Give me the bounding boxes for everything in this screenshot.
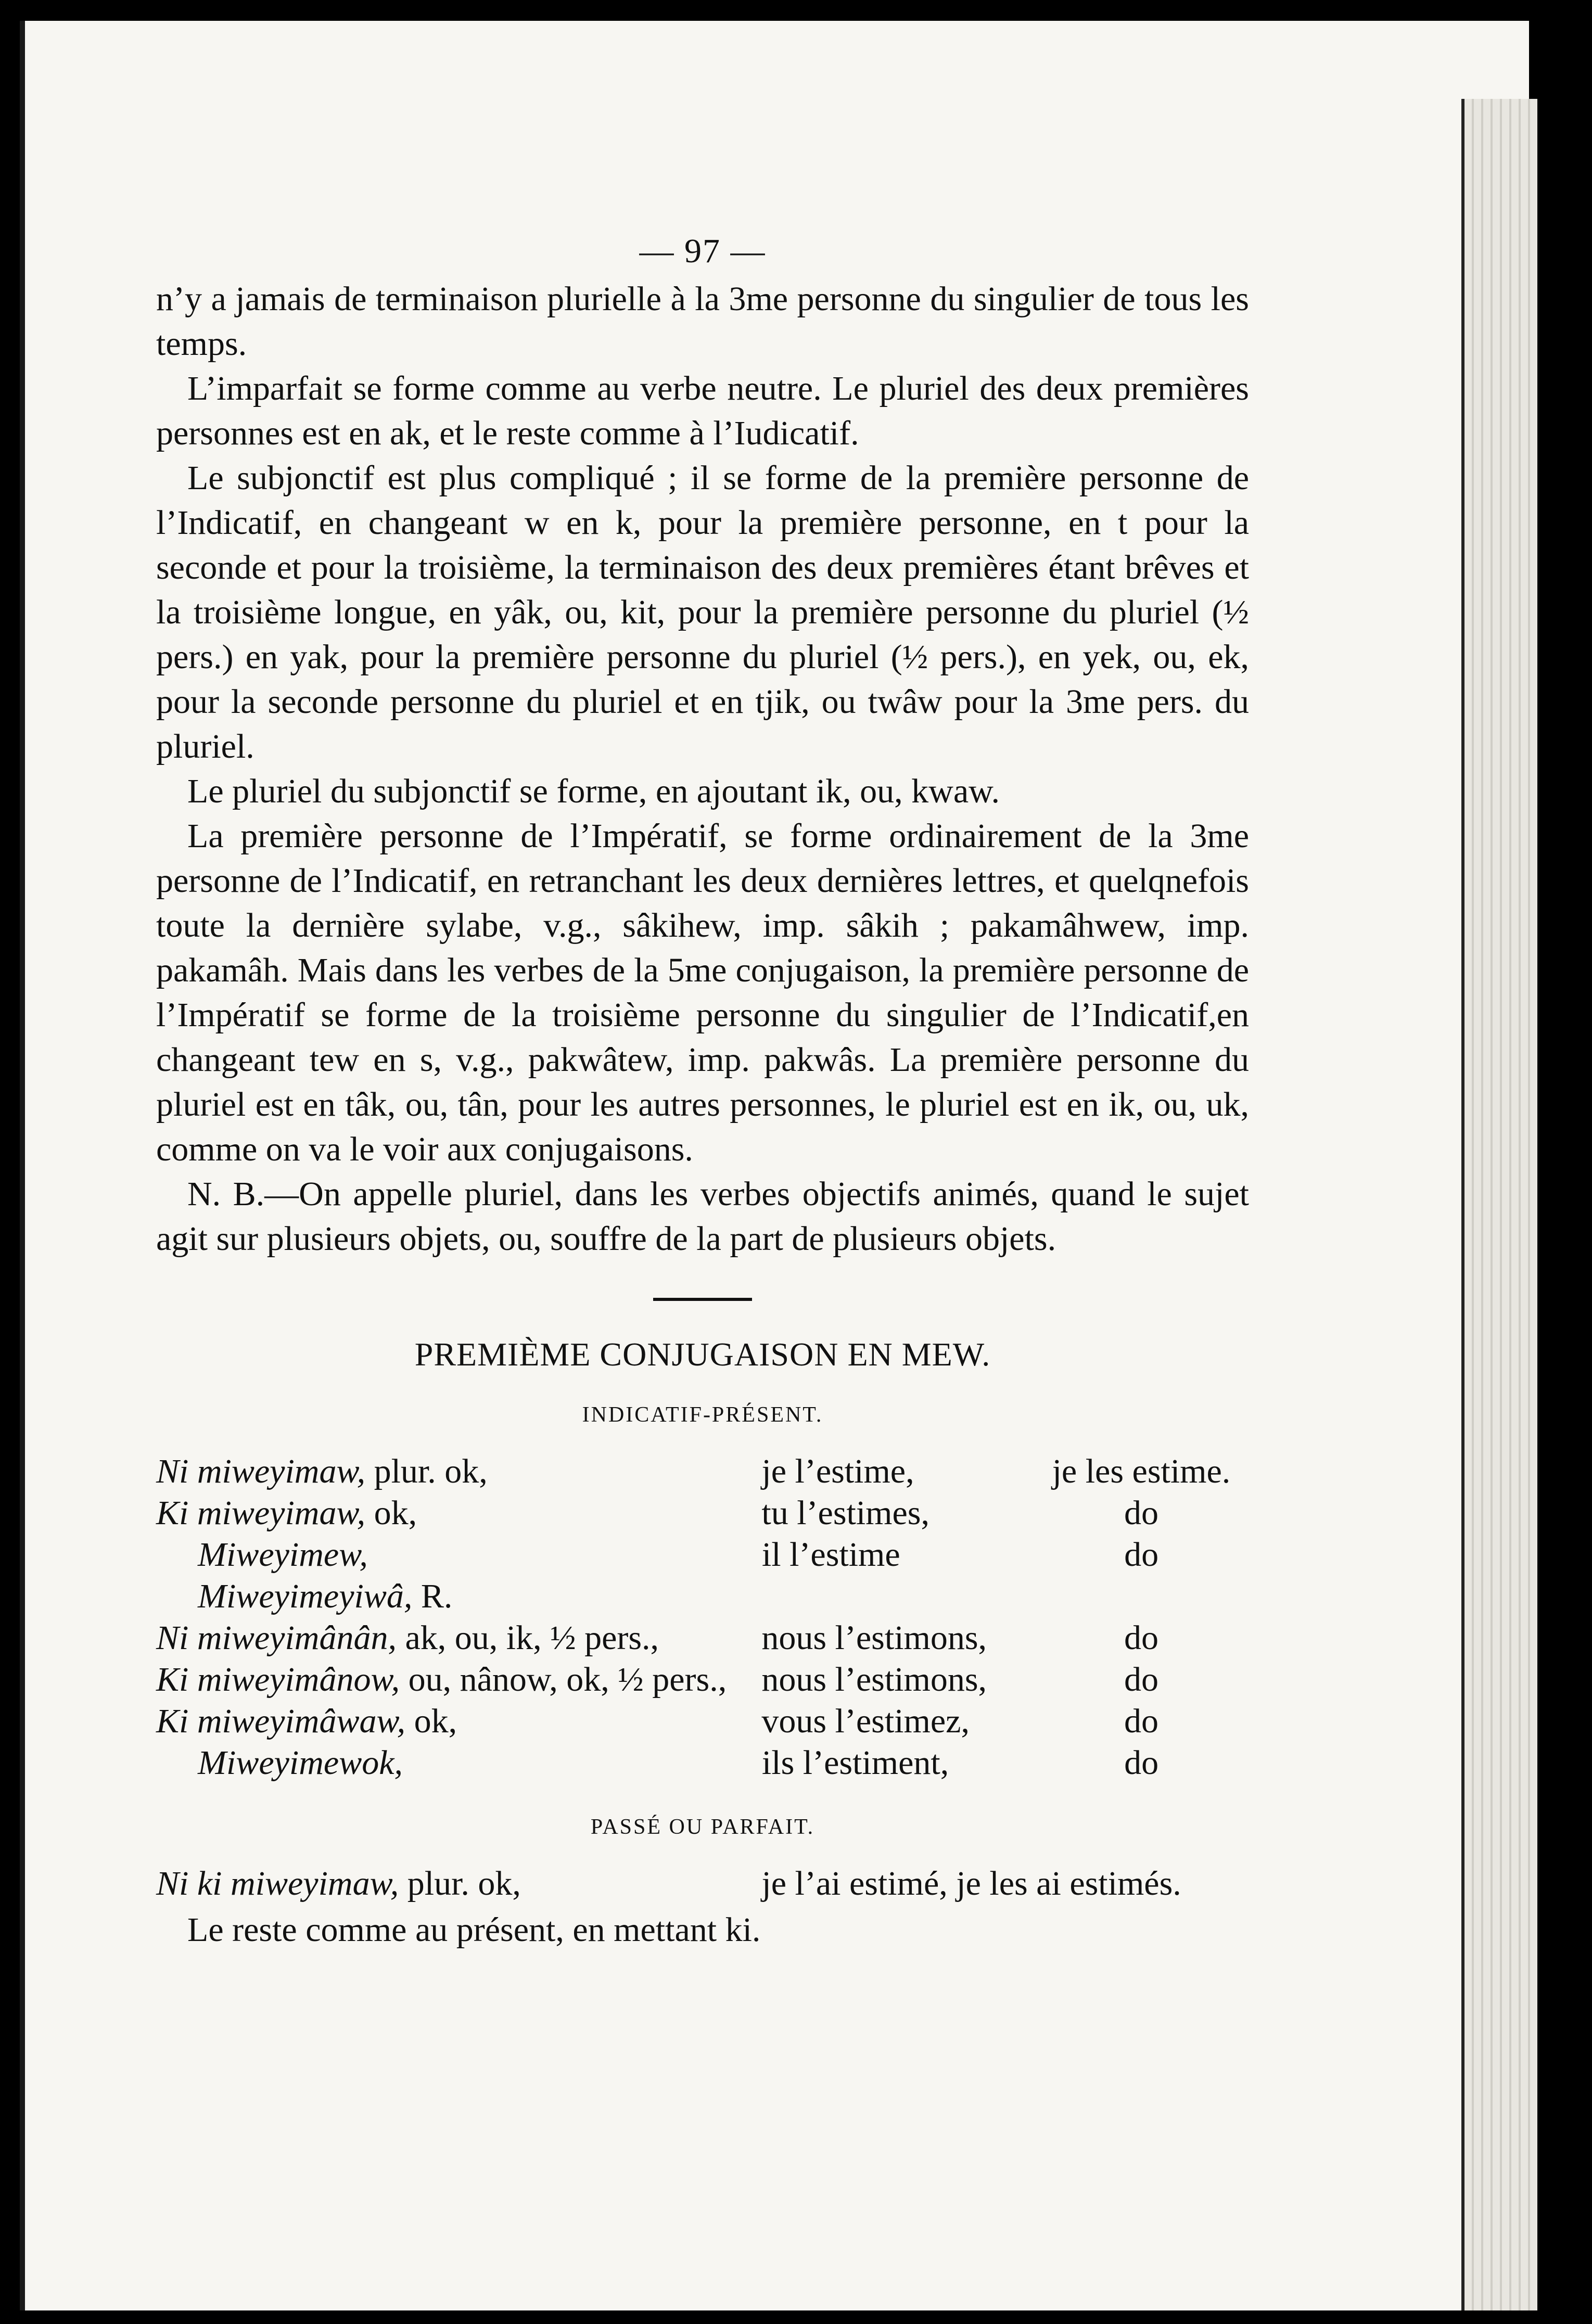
conjugation-table [156, 1451, 1249, 1784]
verb-plural: je les estime. [1052, 1452, 1231, 1490]
closing-line: Le reste comme au présent, en mettant ki. [187, 1911, 761, 1949]
verb-form-extra: plur. ok, [399, 1865, 521, 1902]
verb-plural [1034, 1576, 1249, 1617]
conjugation-row [156, 1659, 1249, 1701]
verb-form: Ki miweyimâwaw, [156, 1702, 406, 1740]
section-heading: PREMIÈME CONJUGAISON EN MEW. [414, 1336, 991, 1373]
verb-form: Ni miweyimânân, [156, 1619, 397, 1657]
verb-form-extra: ok, [405, 1702, 457, 1740]
conjugation-row [156, 1742, 1249, 1784]
verb-plural: do [1124, 1702, 1158, 1740]
verb-plural: do [1124, 1619, 1158, 1657]
paragraph: La première personne de l’Impératif, se forme ordinairement de la 3me personne de l’Indicatif, en retranchant les deux dernières lettres, et quelqnefois toute la dernière sylabe, v.g., sâkihew, imp. sâkih ; pakamâhwew, imp. pakamâh. Mais dans les verbes de la 5me conjugaison, la première personne de l’Impératif se forme de la troisième personne du singulier de l’Indicatif,en changeant tew en s, v.g., pakwâtew, imp. pakwâs. La première personne du pluriel est en tâk, ou, tân, pour les autres personnes, le pluriel est en ik, ou, uk, comme on va le voir aux conjugaisons. [156, 817, 1249, 1168]
verb-form: Ni ki miweyimaw, [156, 1865, 399, 1902]
verb-meaning: ils l’estiment, [761, 1744, 949, 1782]
verb-meaning: nous l’estimons, [761, 1661, 987, 1699]
verb-form: Ki miweyimaw, [156, 1494, 366, 1532]
verb-meaning: nous l’estimons, [761, 1619, 987, 1657]
verb-form: Ni miweyimaw, [156, 1452, 366, 1490]
conjugation-row [156, 1451, 1249, 1492]
verb-form: Ki miweyimânow, [156, 1661, 400, 1699]
paragraph: Le pluriel du subjonctif se forme, en ajoutant ik, ou, kwaw. [187, 772, 1000, 810]
paragraph: L’imparfait se forme comme au verbe neutre. Le pluriel des deux premières personnes est en ak, et le reste comme à l’Iudicatif. [156, 369, 1249, 452]
conjugation-row [156, 1492, 1249, 1534]
verb-plural: do [1124, 1494, 1158, 1532]
conjugation-row [156, 1534, 1249, 1576]
book-spine-edge [1461, 99, 1537, 2310]
verb-meaning: il l’estime [761, 1536, 900, 1574]
verb-form-extra: ak, ou, ik, ½ pers., [396, 1619, 659, 1657]
conjugation-row [156, 1617, 1249, 1659]
indicatif-label: INDICATIF-PRÉSENT. [582, 1403, 823, 1427]
paragraph: n’y a jamais de terminaison plurielle à la 3me personne du singulier de tous les temps. [156, 280, 1249, 363]
verb-plural: do [1124, 1744, 1159, 1782]
page-content [156, 229, 1249, 1952]
verb-plural: do [1124, 1536, 1159, 1574]
verb-form-extra: ou, nânow, ok, ½ pers., [400, 1661, 727, 1699]
conjugation-row [156, 1576, 1249, 1617]
conjugation-row [156, 1863, 1249, 1905]
conjugation-row [156, 1701, 1249, 1742]
verb-form: Miweyimeyiwâ, [198, 1577, 413, 1615]
page-number: — 97 — [639, 232, 766, 270]
verb-meaning: je l’ai estimé, je les ai estimés. [761, 1865, 1181, 1902]
paragraph: N. B.—On appelle pluriel, dans les verbes objectifs animés, quand le sujet agit sur plusieurs objets, ou, souffre de la part de plusieurs objets. [156, 1175, 1249, 1258]
verb-form: Miweyimew, [198, 1536, 368, 1574]
section-divider [653, 1298, 752, 1301]
verb-form-extra: plur. ok, [365, 1452, 488, 1490]
verb-meaning: vous l’estimez, [761, 1702, 970, 1740]
passe-label: PASSÉ OU PARFAIT. [590, 1815, 815, 1839]
verb-plural: do [1124, 1661, 1158, 1699]
verb-meaning [762, 1576, 1034, 1617]
paragraph: Le subjonctif est plus compliqué ; il se forme de la première personne de l’Indicatif, en changeant w en k, pour la première personne, en t pour la seconde et pour la troisième, la terminaison des deux premières étant brêves et la troisième longue, en yâk, ou, kit, pour la première personne du pluriel (½ pers.) en yak, pour la première personne du pluriel (½ pers.), en yek, ou, ek, pour la seconde personne du pluriel et en tjik, ou twâw pour la 3me pers. du pluriel. [156, 459, 1249, 765]
verb-form-extra: ok, [365, 1494, 417, 1532]
verb-form-extra: R. [412, 1577, 453, 1615]
verb-meaning: tu l’estimes, [761, 1494, 929, 1532]
verb-form: Miweyimewok, [198, 1744, 403, 1782]
verb-meaning: je l’estime, [761, 1452, 914, 1490]
passe-table [156, 1863, 1249, 1905]
